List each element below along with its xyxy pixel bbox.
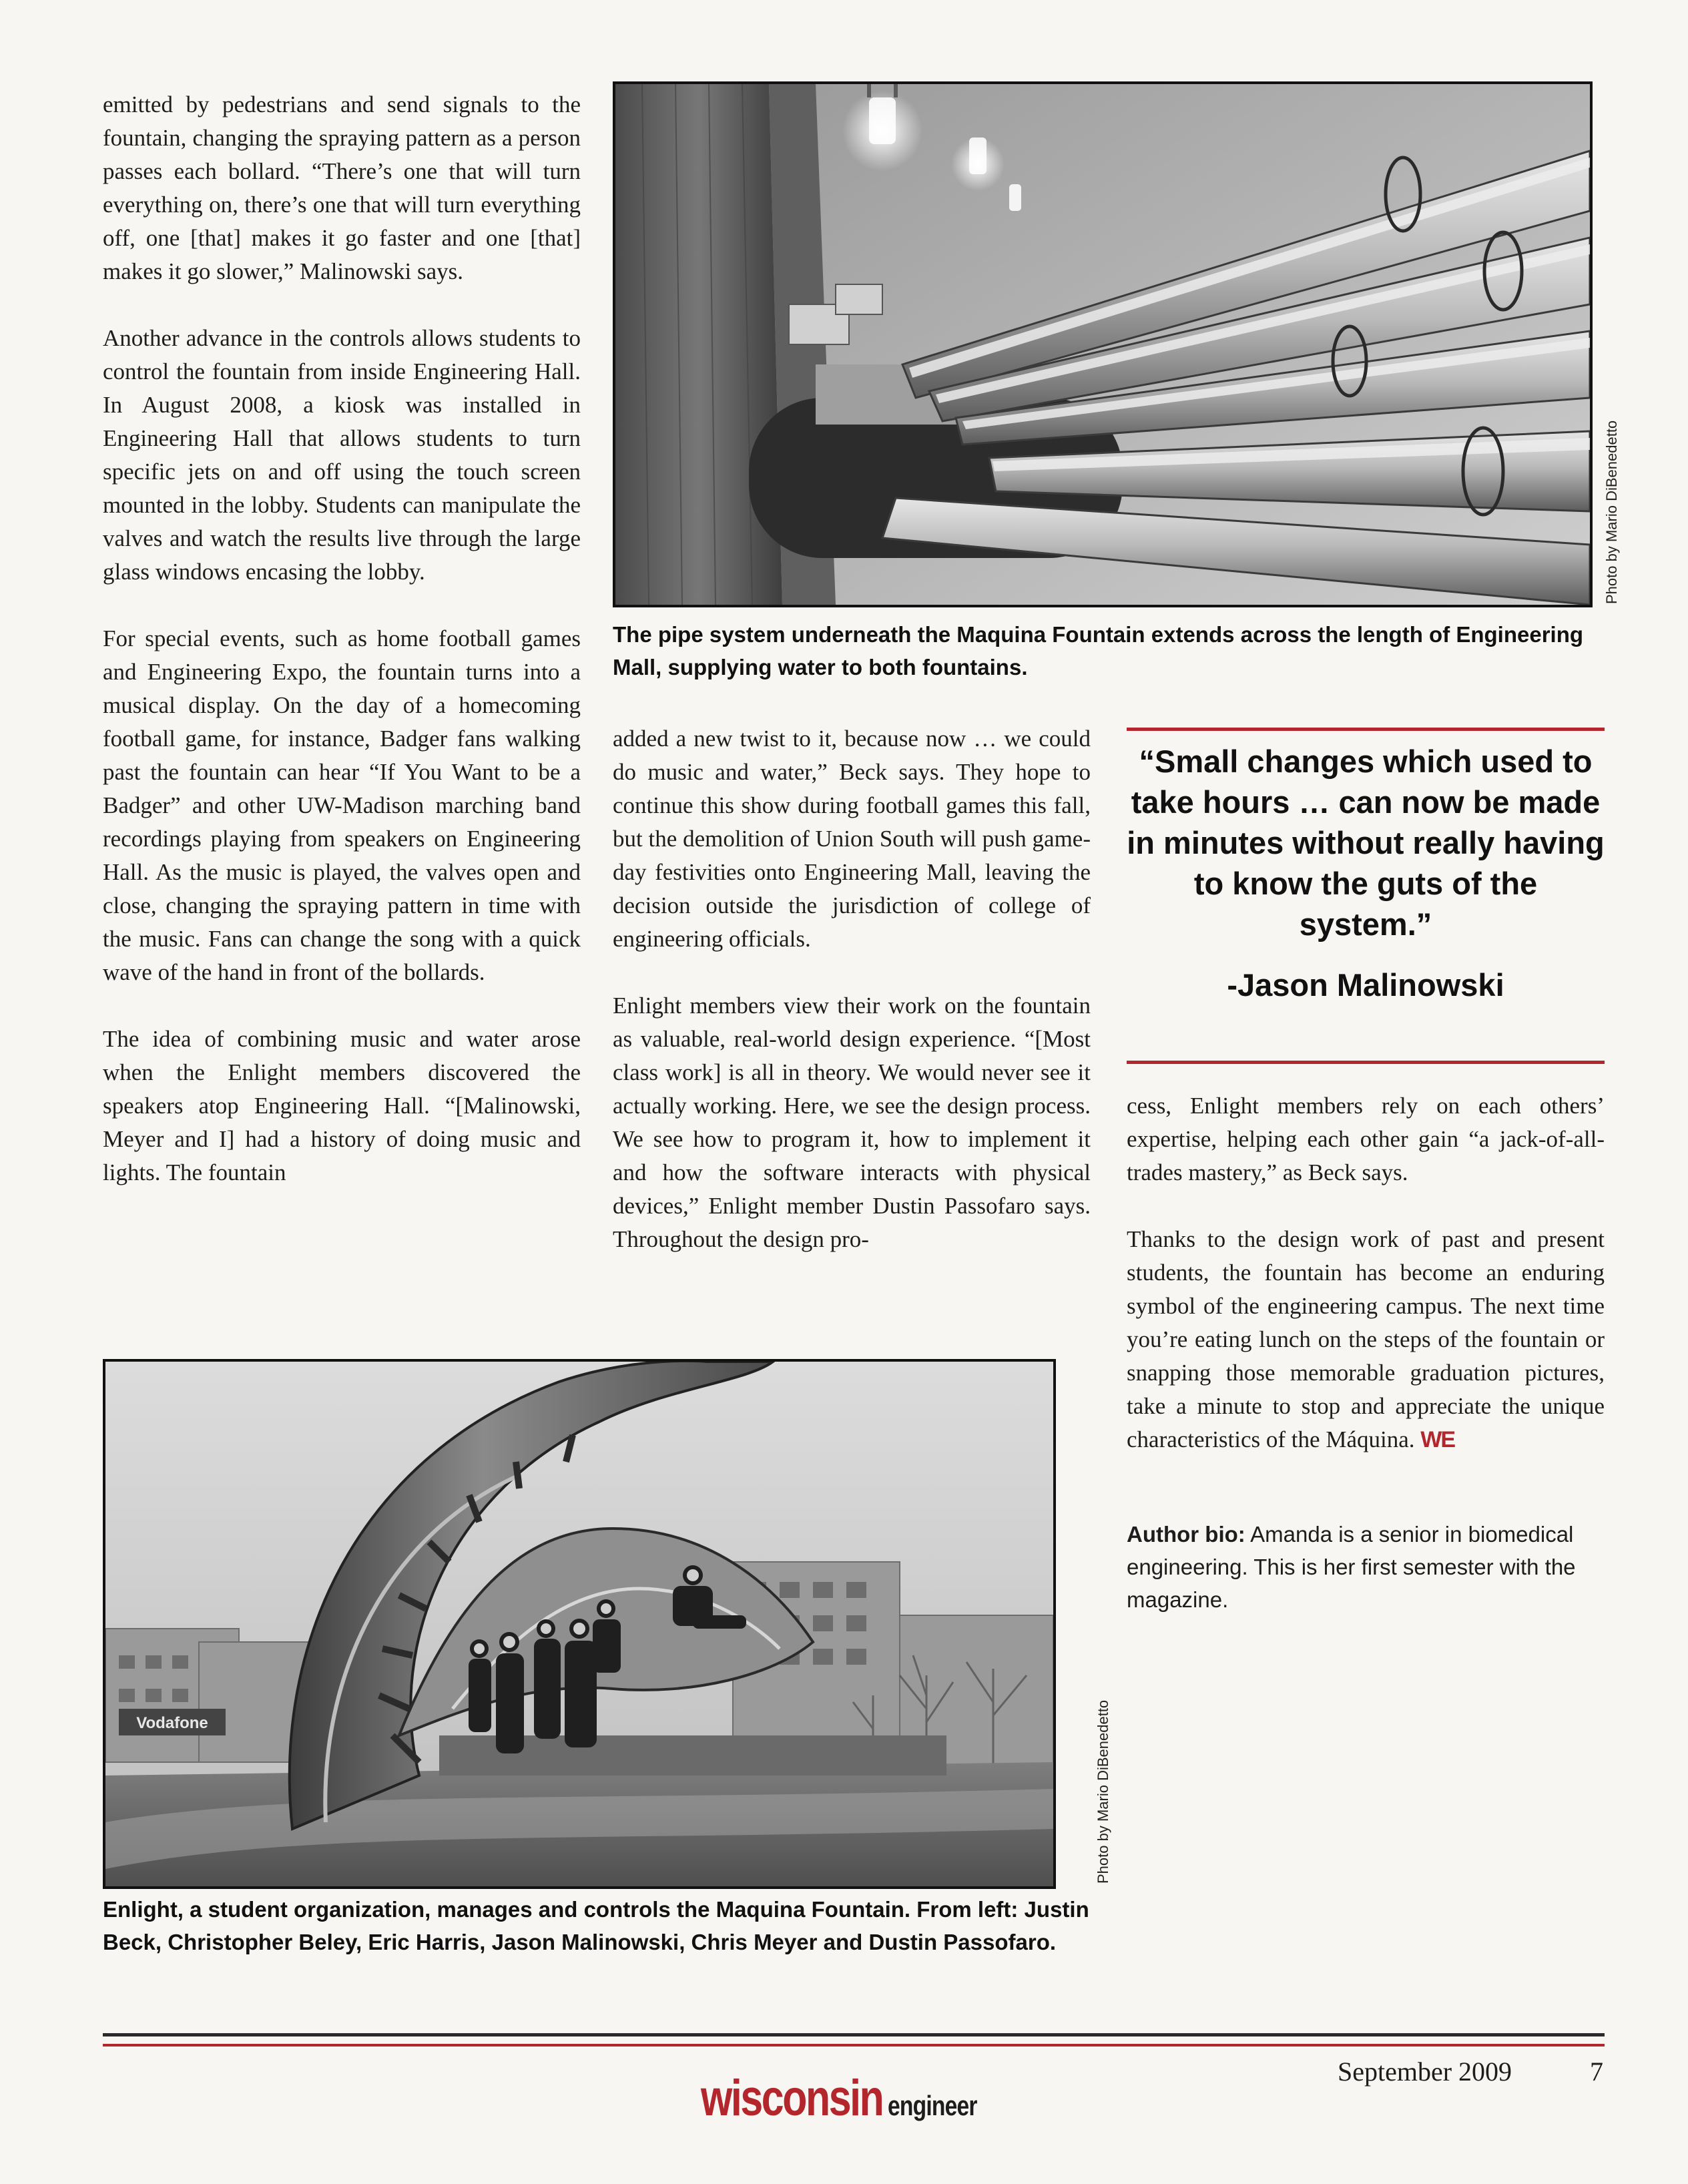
- pipe-photo-caption: The pipe system underneath the Maquina Fountain extends across the length of Engineering Mall, supplying water to both fountains.: [613, 622, 1584, 679]
- building-sign-text: Vodafone: [136, 1714, 208, 1732]
- author-bio: [1127, 1518, 1605, 1616]
- footer-rule-red: [103, 2044, 1605, 2046]
- page-number: 7: [1590, 2057, 1603, 2087]
- article-column-1: [103, 88, 581, 1189]
- enlight-group-photo: [103, 1359, 1056, 1889]
- footer-rule-dark: [103, 2033, 1605, 2036]
- author-bio-label: Author bio:: [1127, 1522, 1245, 1547]
- footer-date: September 2009: [1338, 2057, 1512, 2087]
- author-bio-text: Amanda is a senior in biomedical engineering. This is her first semester with the magazine.: [1127, 1522, 1576, 1612]
- pipe-system-photo: [613, 81, 1593, 607]
- article-column-3: [1127, 1089, 1605, 1456]
- wisconsin-engineer-logo: [701, 2069, 999, 2127]
- logo-main-word: wisconsin: [701, 2070, 883, 2127]
- paragraph: [1127, 1223, 1605, 1456]
- paragraph: Enlight members view their work on the fountain as valuable, real-world design experience. “[Most class work] is all in theory. We would never see it actually working. Here, we see the design process. We see how to program it, how to implement it and how the software interacts with physical devices,” Enlight member Dustin Passofaro says. Throughout the design pro-: [613, 993, 1091, 1252]
- paragraph: added a new twist to it, because now … we could do music and water,” Beck says. They hope to continue this show during football games this fall, but the demolition of Union South will push game-day festivities onto Engineering Mall, leaving the decision outside the jurisdiction of college of engineering officials.: [613, 726, 1091, 952]
- logo-sub-word: engineer: [888, 2090, 978, 2121]
- paragraph: For special events, such as home football games and Engineering Expo, the fountain turns into a musical display. On the day of a homecoming football game, for instance, Badger fans walking past the fountain can hear “If You Want to be a Badger” and other UW-Madison marching band recordings playing from speakers on Engineering Hall. As the music is played, the valves open and close, changing the spraying pattern in time with the music. Fans can change the song with a quick wave of the hand in front of the bollards.: [103, 625, 581, 985]
- pipe-photo-credit: Photo by Mario DiBenedetto: [1603, 420, 1620, 604]
- paragraph-text: Thanks to the design work of past and present students, the fountain has become an enduring symbol of the engineering campus. The next time you’re eating lunch on the steps of the fountain or snapping those memorable graduation pictures, take a minute to stop and appreciate the unique characteristics of the Máquina.: [1127, 1226, 1605, 1452]
- group-photo-illustration: [105, 1362, 1053, 1886]
- paragraph: cess, Enlight members rely on each others’ expertise, helping each other gain “a jack-of-all-trades mastery,” as Beck says.: [1127, 1093, 1605, 1185]
- end-mark-logo: WE: [1420, 1427, 1455, 1452]
- article-column-2: [613, 722, 1091, 1256]
- pull-quote-attribution: -Jason Malinowski: [1227, 967, 1504, 1003]
- group-photo-credit: Photo by Mario DiBenedetto: [1095, 1699, 1111, 1884]
- group-photo-caption: Enlight, a student organization, manages and controls the Maquina Fountain. From left: Justin Beck, Christopher Beley, Eric Harris, Jason Malinowski, Chris Meyer and Dustin Passofaro.: [103, 1897, 1089, 1954]
- paragraph: Another advance in the controls allows students to control the fountain from inside Engineering Hall. In August 2008, a kiosk was installed in Engineering Hall that allows students to turn specific jets on and off using the touch screen mounted in the lobby. Students can manipulate the valves and watch the results live through the large glass windows encasing the lobby.: [103, 325, 581, 585]
- paragraph: emitted by pedestrians and send signals to the fountain, changing the spraying pattern as a person passes each bollard. “There’s one that will turn everything on, there’s one that will turn everything off, one [that] makes it go faster and one [that] makes it go slower,” Malinowski says.: [103, 91, 581, 284]
- paragraph: The idea of combining music and water arose when the Enlight members discovered the speakers atop Engineering Hall. “[Malinowski, Meyer and I] had a history of doing music and lights. The fountain: [103, 1026, 581, 1185]
- pull-quote-text: “Small changes which used to take hours … can now be made in minutes without really having to know the guts of the system.”: [1127, 744, 1605, 942]
- pull-quote-bottom-rule: [1127, 1061, 1605, 1064]
- pull-quote-top-rule: [1127, 728, 1605, 731]
- pipe-photo-illustration: [615, 84, 1590, 605]
- pull-quote: [1127, 741, 1605, 1005]
